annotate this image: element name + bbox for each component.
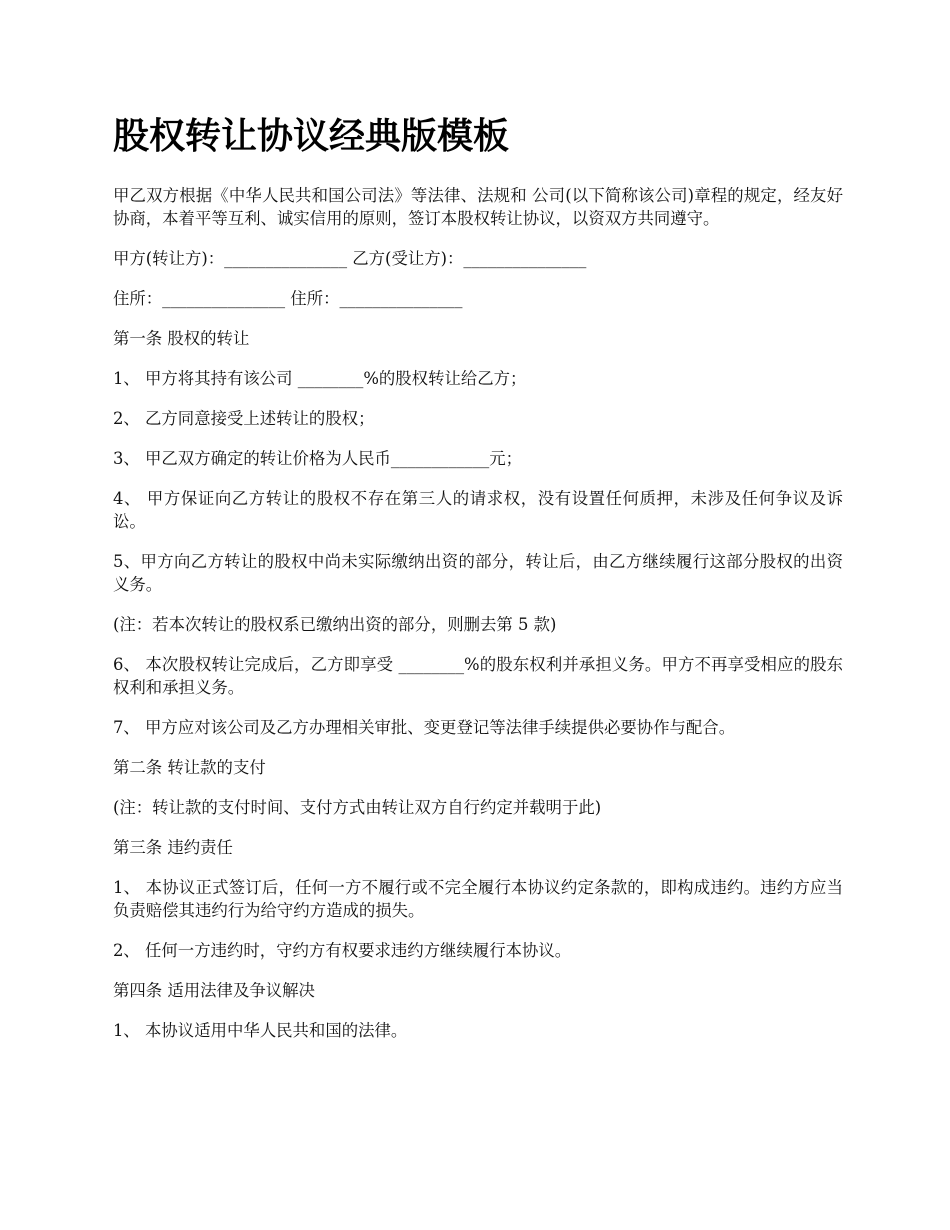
document-title: 股权转让协议经典版模板 — [113, 116, 510, 157]
article-1-clause-7: 7、 甲方应对该公司及乙方办理相关审批、变更登记等法律手续提供必要协作与配合。 — [113, 718, 736, 737]
article-2-heading: 第二条 转让款的支付 — [113, 758, 266, 777]
article-4-clause-1: 1、 本协议适用中华人民共和国的法律。 — [113, 1021, 408, 1040]
document-page — [113, 112, 843, 1059]
intro-paragraph: 甲乙双方根据《中华人民共和国公司法》等法律、法规和 公司(以下简称该公司)章程的规定，经友好协商，本着平等互利、诚实信用的原则，签订本股权转让协议，以资双方共同遵守。 — [113, 186, 843, 228]
article-3-clause-2: 2、 任何一方违约时，守约方有权要求违约方继续履行本协议。 — [113, 941, 572, 960]
article-1-clause-6: 6、 本次股权转让完成后，乙方即享受 ________%的股东权利并承担义务。甲方不再享受相应的股东权利和承担义务。 — [113, 655, 843, 697]
article-1-clause-2: 2、 乙方同意接受上述转让的股权； — [113, 409, 375, 428]
article-1-note: (注：若本次转让的股权系已缴纳出资的部分，则删去第 5 款) — [113, 615, 557, 634]
article-3-heading: 第三条 违约责任 — [113, 838, 233, 857]
article-1-clause-1: 1、 甲方将其持有该公司 ________%的股权转让给乙方； — [113, 369, 527, 388]
party-names-line: 甲方(转让方)：_______________ 乙方(受让方)：_______________ — [113, 249, 587, 268]
article-1-clause-5: 5、甲方向乙方转让的股权中尚未实际缴纳出资的部分，转让后，由乙方继续履行这部分股权的出资义务。 — [113, 552, 843, 594]
article-1-heading: 第一条 股权的转让 — [113, 329, 250, 348]
article-1-clause-4: 4、 甲方保证向乙方转让的股权不存在第三人的请求权，没有设置任何质押，未涉及任何争议及诉讼。 — [113, 489, 843, 531]
article-1-clause-3: 3、 甲乙双方确定的转让价格为人民币____________元； — [113, 449, 523, 468]
party-address-line: 住所：_______________ 住所：_______________ — [113, 289, 463, 308]
article-2-note: (注：转让款的支付时间、支付方式由转让双方自行约定并载明于此) — [113, 798, 602, 817]
article-3-clause-1: 1、 本协议正式签订后，任何一方不履行或不完全履行本协议约定条款的，即构成违约。违约方应当负责赔偿其违约行为给守约方造成的损失。 — [113, 878, 843, 920]
article-4-heading: 第四条 适用法律及争议解决 — [113, 981, 315, 1000]
